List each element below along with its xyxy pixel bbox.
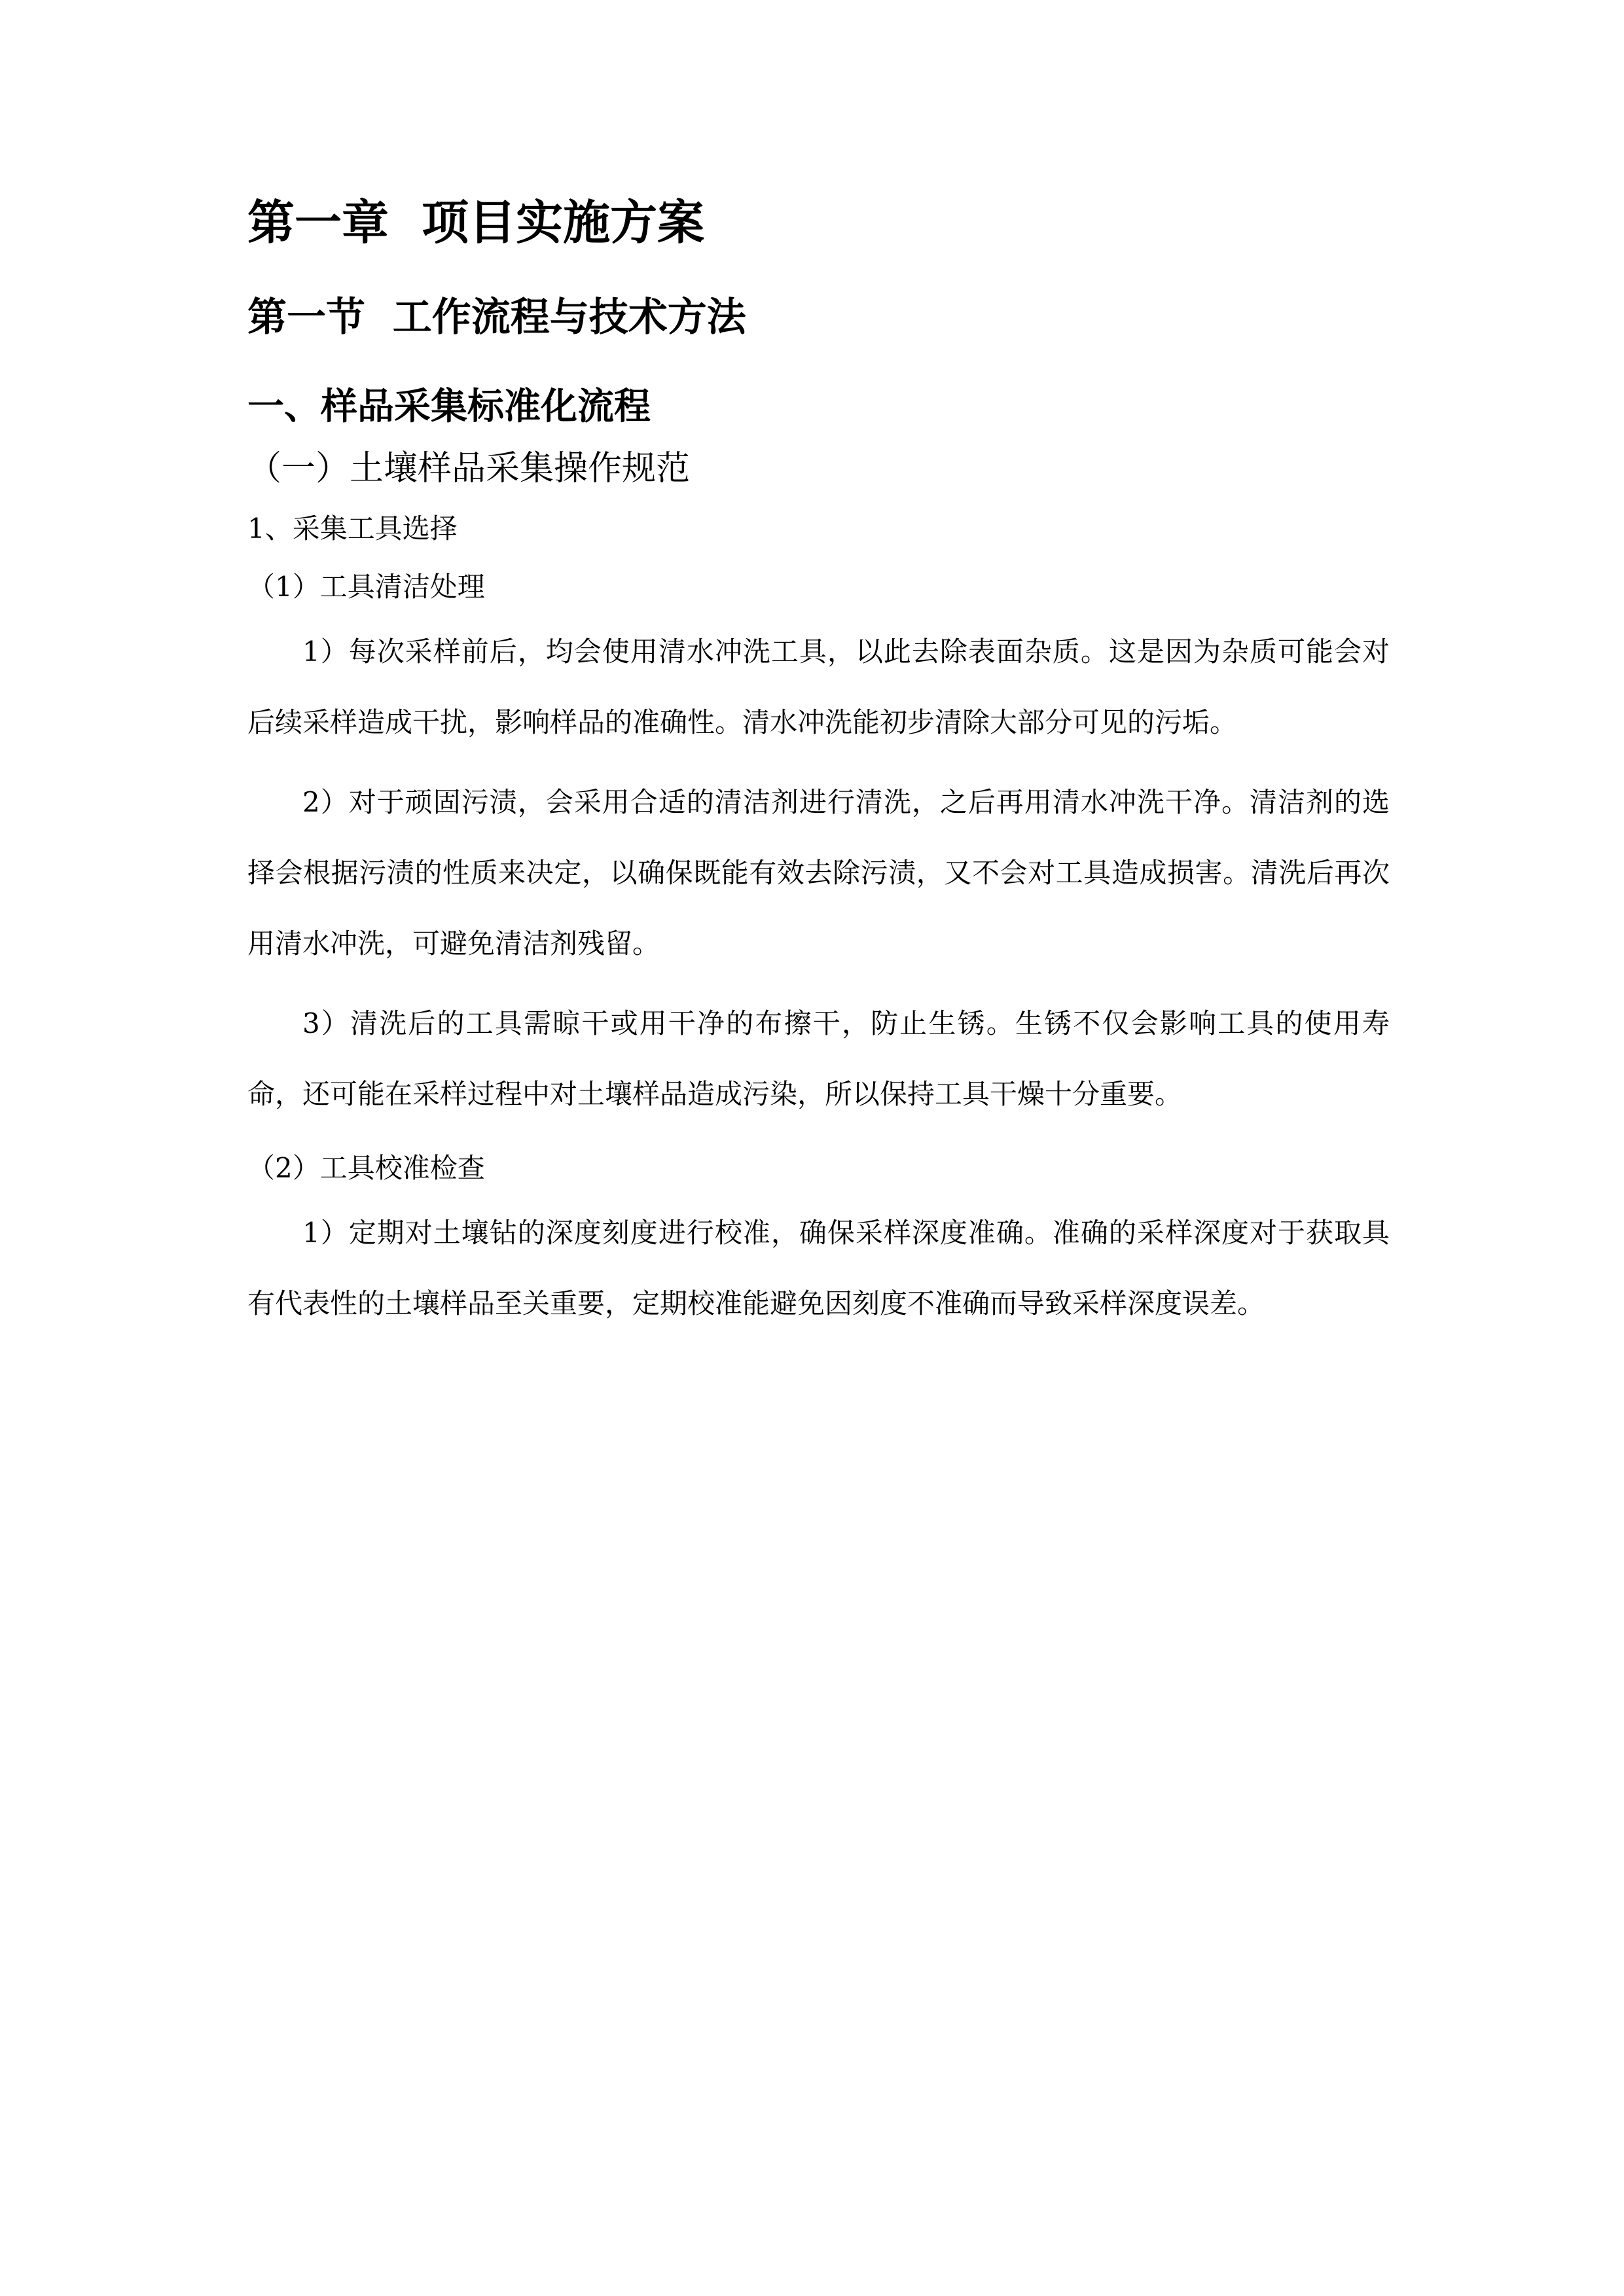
paragraph-cleaning-3: 3）清洗后的工具需晾干或用干净的布擦干，防止生锈。生锈不仅会影响工具的使用寿命，还可能在采样过程中对土壤样品造成污染，所以保持工具干燥十分重要。 — [247, 1007, 1390, 1110]
part-heading: 一、样品采集标准化流程 — [247, 386, 651, 428]
chapter-title: 第一章 项目实施方案 — [247, 195, 705, 250]
paragraph-calibration-1: 1）定期对土壤钻的深度刻度进行校准，确保采样深度准确。准确的采样深度对于获取具有代表性的土壤样品至关重要，定期校准能避免因刻度不准确而导致采样深度误差。 — [247, 1217, 1390, 1319]
block-heading-calibration: （2）工具校准检查 — [247, 1152, 485, 1184]
paragraph-cleaning-2: 2）对于顽固污渍，会采用合适的清洁剂进行清洗，之后再用清水冲洗干净。清洁剂的选择会根据污渍的性质来决定，以确保既能有效去除污渍，又不会对工具造成损害。清洗后再次用清水冲洗，可避免清洁剂残留。 — [247, 786, 1390, 960]
item-heading: 1、采集工具选择 — [247, 512, 458, 545]
section-title: 第一节 工作流程与技术方法 — [247, 295, 746, 340]
block-heading-cleaning: （1）工具清洁处理 — [247, 571, 485, 603]
paragraph-cleaning-1: 1）每次采样前后，均会使用清水冲洗工具，以此去除表面杂质。这是因为杂质可能会对后续采样造成干扰，影响样品的准确性。清水冲洗能初步清除大部分可见的污垢。 — [247, 636, 1390, 738]
subpart-heading: （一）土壤样品采集操作规范 — [247, 449, 691, 488]
page-content — [247, 190, 1390, 1348]
